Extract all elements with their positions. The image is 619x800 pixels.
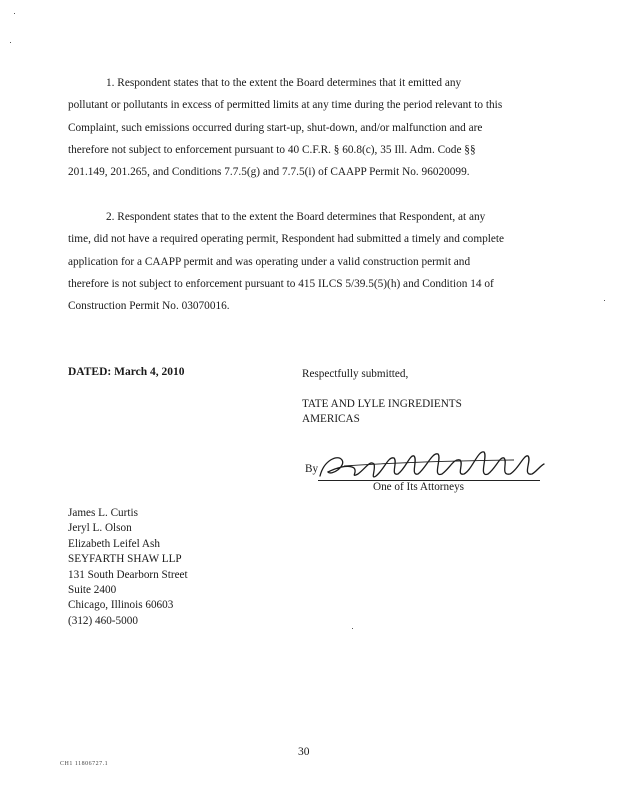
paragraph-line: 201.149, 201.265, and Conditions 7.7.5(g) and 7.7.5(i) of CAAPP Permit No. 96020099. — [68, 166, 470, 179]
paragraph-line: time, did not have a required operating permit, Respondent had submitted a timely and complete — [68, 233, 505, 246]
scan-speck — [604, 300, 605, 301]
attorney-line: SEYFARTH SHAW LLP — [68, 553, 182, 566]
client-name — [302, 397, 462, 427]
scan-speck — [352, 628, 353, 629]
attorney-line: 131 South Dearborn Street — [68, 568, 188, 581]
scan-speck — [10, 42, 11, 43]
paragraph-1 — [68, 72, 558, 183]
paragraph-line: application for a CAAPP permit and was operating under a valid construction permit and — [68, 255, 471, 268]
paragraph-line: therefore is not subject to enforcement pursuant to 415 ILCS 5/39.5(5)(h) and Condition 14 of — [68, 277, 494, 290]
signature-caption: One of Its Attorneys — [373, 481, 465, 493]
paragraph-2 — [68, 206, 558, 317]
attorney-line: Elizabeth Leifel Ash — [68, 537, 160, 550]
dated-line: DATED: March 4, 2010 — [68, 366, 185, 378]
paragraph-line: 2. Respondent states that to the extent the Board determines that Respondent, at any — [106, 211, 486, 223]
page-number: 30 — [298, 746, 310, 758]
scan-speck — [14, 13, 15, 14]
attorney-line: (312) 460-5000 — [68, 614, 138, 627]
document-id: CH1 11806727.1 — [60, 761, 109, 767]
paragraph-line: 1. Respondent states that to the extent the Board determines that it emitted any — [106, 77, 462, 89]
respectfully-submitted: Respectfully submitted, — [302, 368, 409, 380]
client-name-line: TATE AND LYLE INGREDIENTS — [302, 398, 462, 410]
attorney-block — [68, 506, 188, 629]
paragraph-line: pollutant or pollutants in excess of permitted limits at any time during the period relevant to this — [68, 99, 503, 112]
attorney-line: Jeryl L. Olson — [68, 522, 132, 535]
paragraph-line: Construction Permit No. 03070016. — [68, 300, 230, 313]
attorney-line: Chicago, Illinois 60603 — [68, 599, 174, 612]
attorney-line: James L. Curtis — [68, 507, 138, 519]
attorney-line: Suite 2400 — [68, 584, 117, 597]
client-name-line: AMERICAS — [302, 413, 360, 425]
paragraph-line: therefore not subject to enforcement pursuant to 40 C.F.R. § 60.8(c), 35 Ill. Adm. Code §§ — [68, 143, 476, 156]
by-label: By — [305, 463, 319, 475]
paragraph-line: Complaint, such emissions occurred during start-up, shut-down, and/or malfunction and are — [68, 121, 483, 134]
